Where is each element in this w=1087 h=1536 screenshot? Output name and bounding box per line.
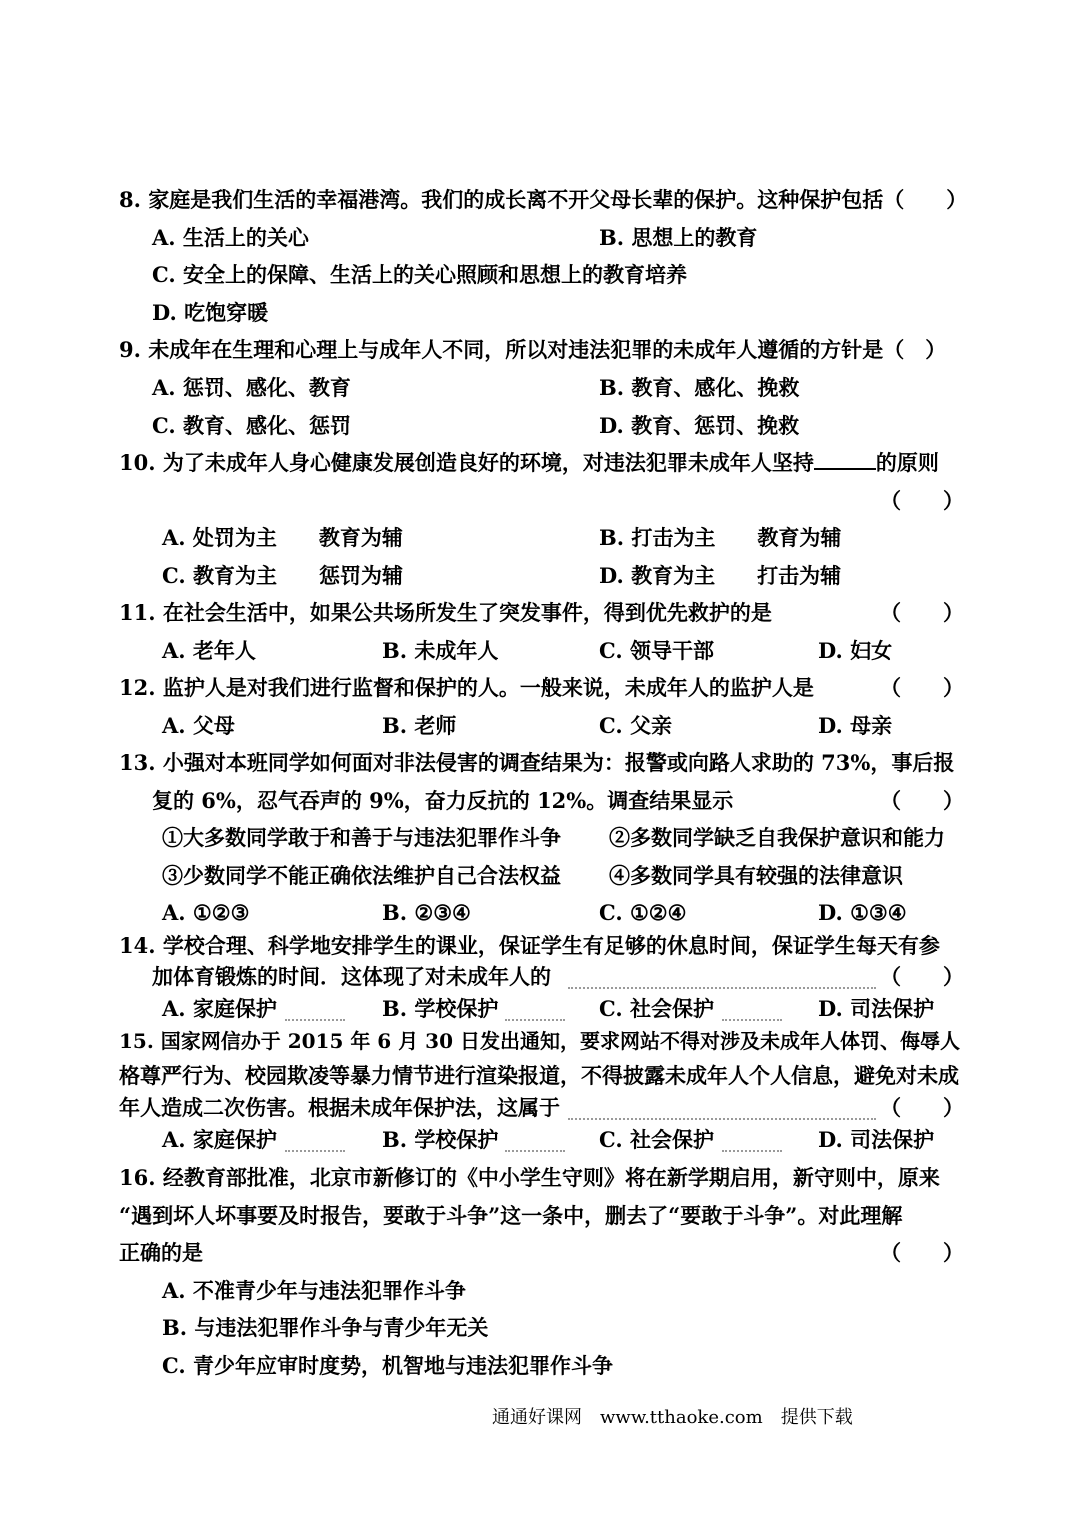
- q15-option-b-dots: [505, 1150, 565, 1152]
- q14-stem-line2: 加体育锻炼的时间．这体现了对未成年人的: [152, 964, 551, 989]
- q12-option-b: B. 老师: [382, 713, 457, 738]
- q14-option-d: D. 司法保护: [818, 996, 935, 1021]
- q11-stem: 11. 在社会生活中，如果公共场所发生了突发事件，得到优先救护的是: [119, 600, 772, 625]
- q14-option-a-dots: [285, 1019, 345, 1021]
- q10-option-a: A. 处罚为主 教育为辅: [162, 525, 403, 550]
- q14-stem-line1: 14. 学校合理、科学地安排学生的课业，保证学生有足够的休息时间，保证学生每天有参: [119, 933, 940, 958]
- q15-option-c-dots: [722, 1150, 782, 1152]
- q11-option-a: A. 老年人: [162, 638, 256, 663]
- q13-stem-line2: 复的 6%，忍气吞声的 9%，奋力反抗的 12%。调查结果显示: [152, 788, 734, 813]
- q10-option-d: D. 教育为主 打击为辅: [599, 563, 842, 588]
- q15-stem-line2: 格尊严行为、校园欺凌等暴力情节进行渲染报道，不得披露未成年人个人信息，避免对未成: [119, 1063, 959, 1088]
- q13-option-a: A. ①②③: [162, 900, 250, 925]
- q8-stem: 8. 家庭是我们生活的幸福港湾。我们的成长离不开父母长辈的保护。这种保护包括（ ）: [119, 187, 968, 212]
- q13-option-b: B. ②③④: [382, 900, 471, 925]
- q14-option-b: B. 学校保护: [382, 996, 499, 1021]
- q15-answer-paren: （ ）: [880, 1095, 964, 1120]
- q13-stem-line1: 13. 小强对本班同学如何面对非法侵害的调查结果为：报警或向路人求助的 73%，事后报: [119, 750, 955, 775]
- q8-option-c: C. 安全上的保障、生活上的关心照顾和思想上的教育培养: [152, 262, 687, 287]
- q14-answer-paren: （ ）: [880, 964, 964, 989]
- q11-option-d: D. 妇女: [818, 638, 893, 663]
- q14-dotted-leader: [568, 987, 876, 989]
- q8-option-d: D. 吃饱穿暖: [152, 300, 269, 325]
- q8-option-a: A. 生活上的关心: [152, 225, 309, 250]
- q9-option-a: A. 惩罚、感化、教育: [152, 375, 351, 400]
- q16-option-c: C. 青少年应审时度势，机智地与违法犯罪作斗争: [162, 1353, 613, 1378]
- q16-option-a: A. 不准青少年与违法犯罪作斗争: [162, 1278, 466, 1303]
- q14-option-c: C. 社会保护: [599, 996, 714, 1021]
- q11-answer-paren: （ ）: [880, 600, 964, 625]
- q11-option-b: B. 未成年人: [382, 638, 499, 663]
- q13-statement-3: ③少数同学不能正确依法维护自己合法权益: [162, 863, 561, 888]
- q16-stem-line3: 正确的是: [119, 1240, 203, 1265]
- q15-option-b: B. 学校保护: [382, 1127, 499, 1152]
- q14-option-c-dots: [722, 1019, 782, 1021]
- q9-option-b: B. 教育、感化、挽救: [599, 375, 800, 400]
- q10-answer-blank: [814, 450, 876, 470]
- q10-answer-paren: （ ）: [880, 488, 964, 513]
- q13-statement-1: ①大多数同学敢于和善于与违法犯罪作斗争: [162, 825, 561, 850]
- q9-stem: 9. 未成年在生理和心理上与成年人不同，所以对违法犯罪的未成年人遵循的方针是（ ）: [119, 337, 947, 362]
- q15-stem-line1: 15. 国家网信办于 2015 年 6 月 30 日发出通知，要求网站不得对涉及未成年人体罚、侮辱人: [119, 1029, 960, 1053]
- q16-answer-paren: （ ）: [880, 1240, 964, 1265]
- q10-option-c: C. 教育为主 惩罚为辅: [162, 563, 403, 588]
- q12-stem: 12. 监护人是对我们进行监督和保护的人。一般来说，未成年人的监护人是: [119, 675, 814, 700]
- q12-option-d: D. 母亲: [818, 713, 893, 738]
- q16-stem-line1: 16. 经教育部批准，北京市新修订的《中小学生守则》将在新学期启用，新守则中，原来: [119, 1165, 940, 1190]
- q8-option-b: B. 思想上的教育: [599, 225, 758, 250]
- q13-statement-2: ②多数同学缺乏自我保护意识和能力: [609, 825, 945, 850]
- page-footer: 通通好课网 www.tthaoke.com 提供下载: [492, 1407, 853, 1428]
- q11-option-c: C. 领导干部: [599, 638, 714, 663]
- q14-option-a: A. 家庭保护: [162, 996, 277, 1021]
- q9-option-c: C. 教育、感化、惩罚: [152, 413, 351, 438]
- q15-stem-line3: 年人造成二次伤害。根据未成年保护法，这属于: [119, 1095, 560, 1120]
- q15-option-a-dots: [285, 1150, 345, 1152]
- q12-answer-paren: （ ）: [880, 675, 964, 700]
- q16-stem-line2: “遇到坏人坏事要及时报告，要敢于斗争”这一条中，删去了“要敢于斗争”。对此理解: [119, 1203, 903, 1228]
- q14-option-b-dots: [505, 1019, 565, 1021]
- q13-statement-4: ④多数同学具有较强的法律意识: [609, 863, 903, 888]
- q10-stem-after: 的原则: [875, 450, 939, 475]
- q12-option-c: C. 父亲: [599, 713, 672, 738]
- q15-option-a: A. 家庭保护: [162, 1127, 277, 1152]
- q16-option-b: B. 与违法犯罪作斗争与青少年无关: [162, 1315, 489, 1340]
- q10-option-b: B. 打击为主 教育为辅: [599, 525, 842, 550]
- q15-dotted-leader: [568, 1118, 876, 1120]
- q13-option-d: D. ①③④: [818, 900, 907, 925]
- q15-option-d: D. 司法保护: [818, 1127, 935, 1152]
- q10-stem: [119, 450, 939, 476]
- q12-option-a: A. 父母: [162, 713, 235, 738]
- q15-option-c: C. 社会保护: [599, 1127, 714, 1152]
- q13-option-c: C. ①②④: [599, 900, 687, 925]
- q9-option-d: D. 教育、惩罚、挽救: [599, 413, 800, 438]
- q13-answer-paren: （ ）: [880, 788, 964, 813]
- q10-stem-before: 10. 为了未成年人身心健康发展创造良好的环境，对违法犯罪未成年人坚持: [119, 450, 814, 475]
